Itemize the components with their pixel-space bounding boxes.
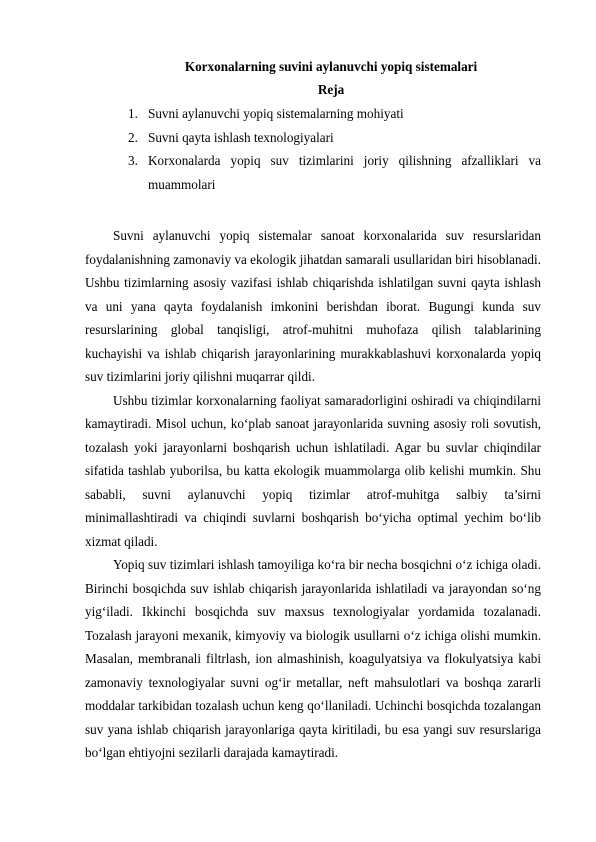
plan-item-number: 1. xyxy=(128,106,138,121)
plan-item-number: 3. xyxy=(128,153,138,168)
paragraph: Ushbu tizimlar korxonalarning faoliyat samaradorligini oshiradi va chiqindilarni kamaytiradi. Misol uchun, ko‘plab sanoat jarayonlarida suvning asosiy roli sovutish, tozalash yoki jarayonlarni boshqarish uchun ishlatiladi. Agar bu suvlar chiqindilar sifatida tashlab yuborilsa, bu katta ekologik muammolarga olib kelishi mumkin. Shu sababli, suvni aylanuvchi yopiq tizimlar atrof-muhitga salbiy ta’sirni minimallashtiradi va chiqindi suvlarni boshqarish bo‘yicha optimal yechim bo‘lib xizmat qiladi. xyxy=(85,392,541,549)
plan-item xyxy=(128,102,541,126)
document-title: Korxonalarning suvini aylanuvchi yopiq sistemalari xyxy=(184,59,478,74)
plan-item xyxy=(128,126,541,150)
plan-list xyxy=(128,102,541,196)
plan-item-text: Suvni qayta ishlash texnologiyalari xyxy=(148,129,334,145)
plan-item xyxy=(128,149,541,196)
plan-heading: Reja xyxy=(317,82,345,97)
paragraph: Suvni aylanuvchi yopiq sistemalar sanoat korxonalarida suv resurslaridan foydalanishning zamonaviy va ekologik jihatdan samarali usullaridan biri hisoblanadi. Ushbu tizimlarning asosiy vazifasi ishlab chiqarishda ishlatilgan suvni qayta ishlash va uni yana qayta foydalanish imkonini berishdan iborat. Bugungi kunda suv resurslarining global tanqisligi, atrof-muhitni muhofaza qilish talablarining kuchayishi va ishlab chiqarish jarayonlarining murakkablashuvi korxonalarda yopiq suv tizimlarini joriy qilishni muqarrar qildi. xyxy=(85,228,541,384)
paragraph: Yopiq suv tizimlari ishlash tamoyiliga ko‘ra bir necha bosqichni o‘z ichiga oladi. Birinchi bosqichda suv ishlab chiqarish jarayonlarida ishlatiladi va jarayondan so‘ng yig‘iladi. Ikkinchi bosqichda suv maxsus texnologiyalar yordamida tozalanadi. Tozalash jarayoni mexanik, kimyoviy va biologik usullarni o‘z ichiga olishi mumkin. Masalan, membranali filtrlash, ion almashinish, koagulyatsiya va flokulyatsiya kabi zamonaviy texnologiyalar suvni og‘ir metallar, neft mahsulotlari va boshqa zararli moddalar tarkibidan tozalash uchun keng qo‘llaniladi. Uchinchi bosqichda tozalangan suv yana ishlab chiqarish jarayonlariga qayta kiritiladi, bu esa yangi suv resurslariga bo‘lgan ehtiyojni sezilarli darajada kamaytiradi. xyxy=(85,557,541,760)
plan-item-text: Suvni aylanuvchi yopiq sistemalarning mohiyati xyxy=(148,106,404,121)
plan-item-number: 2. xyxy=(128,129,138,145)
plan-item-text: Korxonalarda yopiq suv tizimlarini joriy qilishning afzalliklari va muammolari xyxy=(148,153,541,192)
body-text xyxy=(85,224,541,765)
